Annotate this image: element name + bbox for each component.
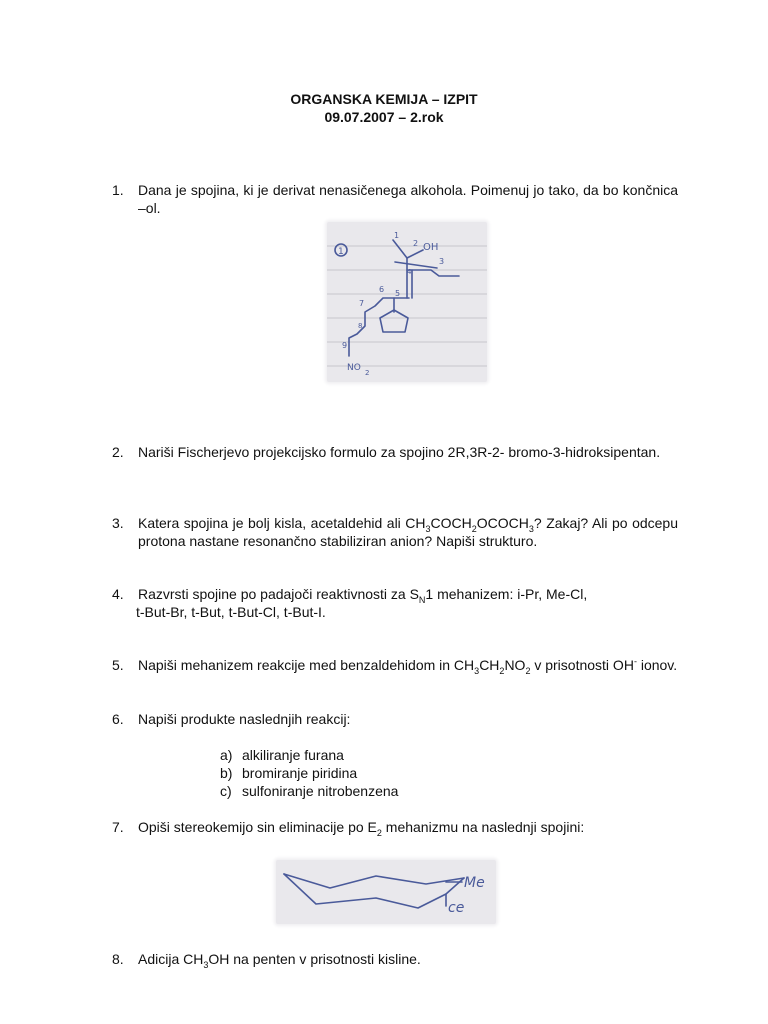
circle-number: 1 [338, 247, 344, 257]
exam-header [0, 90, 768, 126]
label-c7: 7 [359, 299, 365, 308]
list-item: b) bromiranje piridina [220, 765, 358, 781]
chair-top-edge [284, 874, 464, 888]
label-oh: OH [423, 242, 439, 253]
label-cl: ce [448, 900, 465, 916]
label-me: Me [464, 875, 485, 891]
exam-date: 09.07.2007 – 2.rok [324, 109, 444, 125]
question-8 [112, 950, 678, 968]
question-text: Napiši mehanizem reakcije med benzaldehidom in $CH_3CH_2NO_2$ v prisotnosti OH- ionov. [138, 656, 678, 676]
list-item: a) alkiliranje furana [220, 747, 344, 763]
label-c9: 9 [342, 341, 348, 350]
question-5 [112, 656, 678, 674]
question-3 [112, 514, 678, 550]
label-c4: 4 [407, 268, 412, 276]
question-4 [112, 585, 678, 621]
question-6 [112, 710, 678, 728]
question-text: Dana je spojina, ki je derivat nenasičenega alkohola. Poimenuj jo tako, da bo končnica –ol. [138, 182, 678, 216]
question-text: Napiši produkte naslednjih reakcij: [138, 711, 351, 727]
label-c2: 2 [413, 239, 419, 248]
label-c8: 8 [358, 322, 363, 330]
question-6-items [220, 746, 398, 800]
question-text: Nariši Fischerjevo projekcijsko formulo za spojino 2R,3R-2- bromo-3-hidroksipentan. [138, 444, 661, 460]
exam-title: ORGANSKA KEMIJA – IZPIT [290, 91, 478, 107]
question-number: 8. [112, 951, 124, 967]
label-no2-sub: 2 [365, 369, 370, 377]
cyclopentyl-ring [380, 310, 408, 332]
question-number: 3. [112, 515, 124, 531]
question-number: 1. [112, 182, 124, 198]
question-number: 4. [112, 586, 124, 602]
label-c1: 1 [394, 231, 400, 240]
question-2 [112, 443, 678, 461]
label-c5: 5 [395, 289, 401, 298]
structure-photo-1 [327, 222, 487, 382]
label-c3: 3 [439, 257, 445, 266]
question-number: 7. [112, 819, 124, 835]
chair-bottom-edge [284, 874, 464, 908]
label-c6: 6 [379, 285, 385, 294]
question-text: Opiši stereokemijo sin eliminacije po $E_2$ mehanizmu na naslednji spojini: [138, 819, 585, 838]
list-item: c) sulfoniranje nitrobenzena [220, 783, 399, 799]
question-text: Adicija $CH_3OH$ na penten v prisotnosti kisline. [138, 951, 421, 970]
bond-c4 [395, 262, 437, 268]
label-no2: NO [347, 363, 361, 373]
question-text: Katera spojina je bolj kisla, acetaldehid ali $CH_3COCH_2OCOCH_3$? Zakaj? Ali po odcepu protona nastane resonančno stabiliziran anion? Napiši strukturo. [138, 515, 678, 549]
question-text: Razvrsti spojine po padajoči reaktivnosti za $S_N1$ mehanizem: i-Pr, Me-Cl, [138, 586, 588, 605]
chain-c1-c2 [393, 240, 423, 258]
question-number: 6. [112, 711, 124, 727]
question-number: 2. [112, 444, 124, 460]
question-7 [112, 818, 678, 836]
structure-drawing-1 [327, 222, 487, 382]
question-1 [112, 181, 678, 217]
question-text-line2: t-But-Br, t-But, t-But-Cl, t-But-I. [136, 604, 326, 620]
question-number: 5. [112, 657, 124, 673]
chair-conformation-drawing [276, 860, 496, 924]
structure-photo-2 [276, 860, 496, 924]
